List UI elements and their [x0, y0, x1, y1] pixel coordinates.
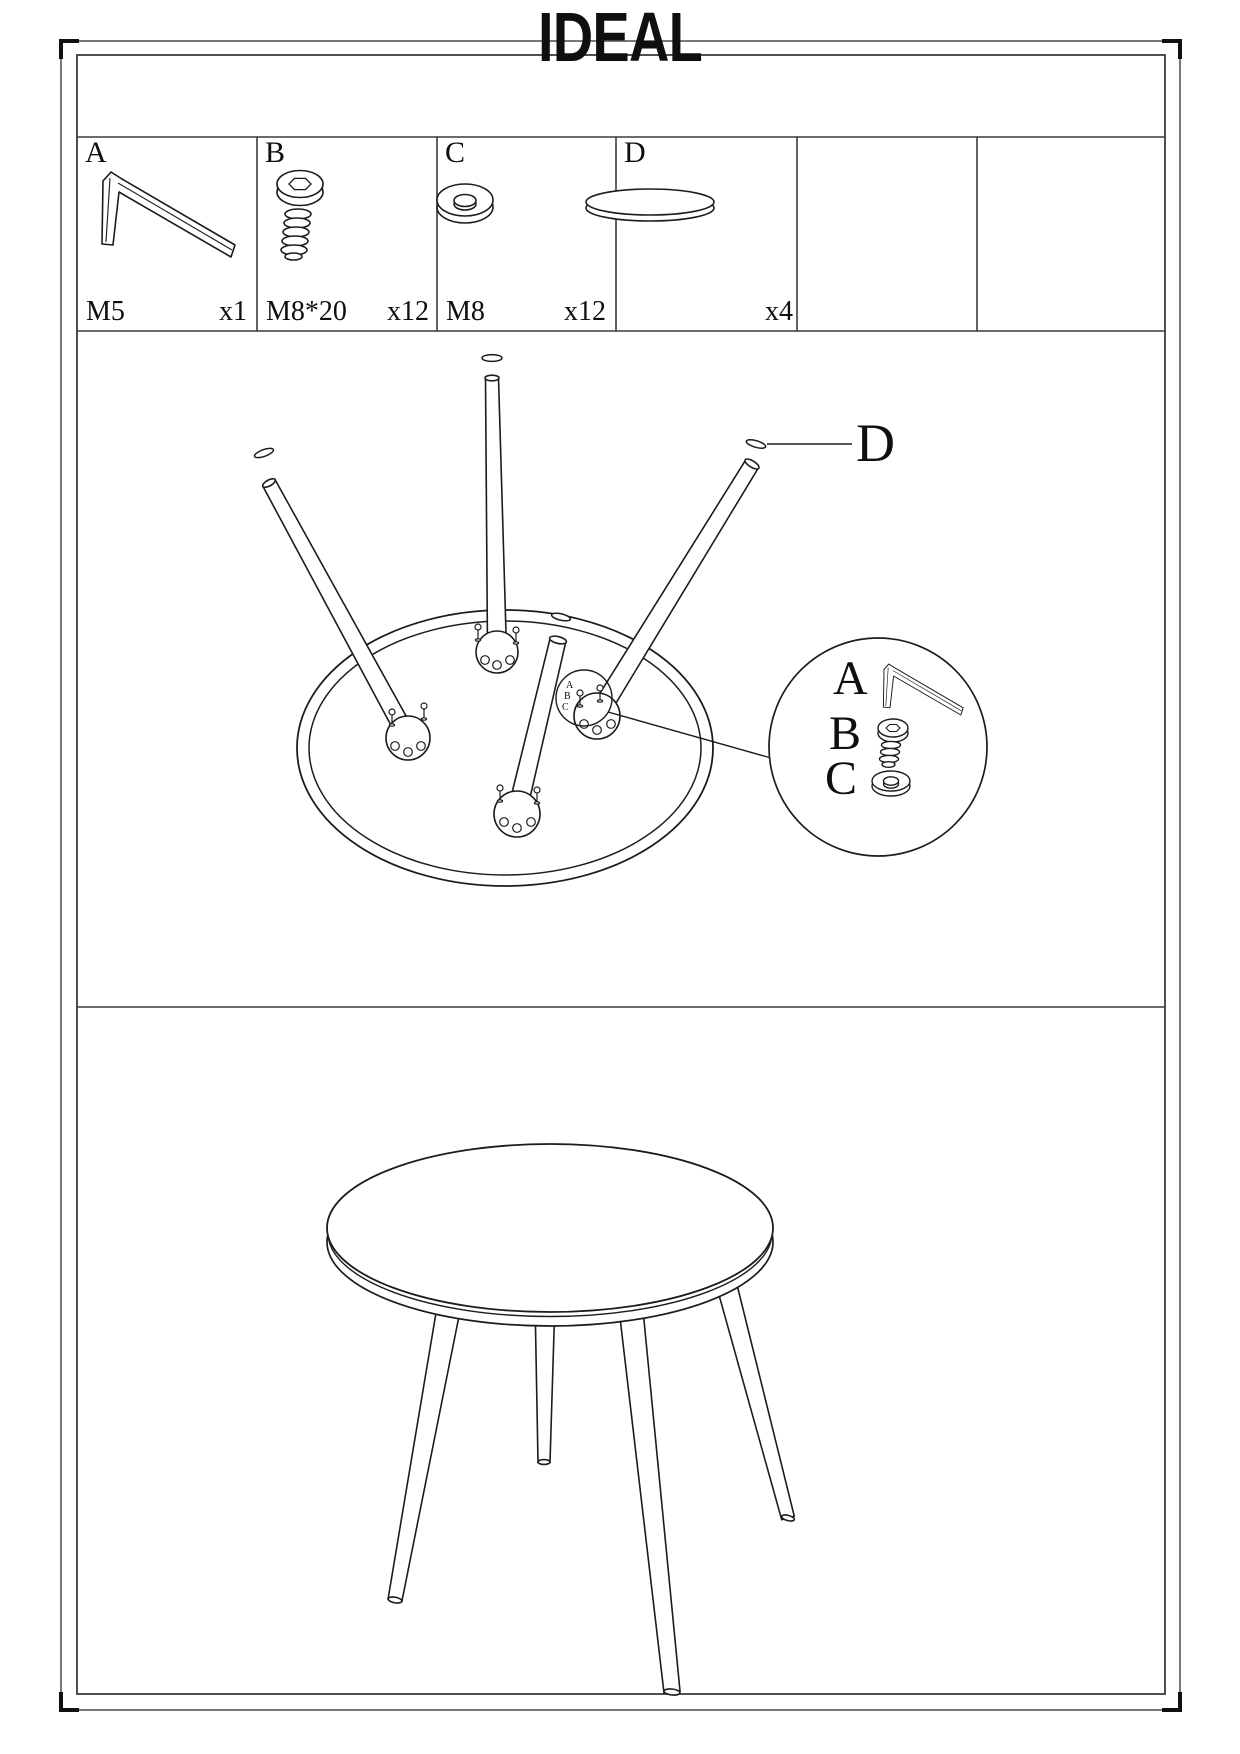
- table-leg: [388, 1288, 464, 1604]
- washer-icon: [437, 184, 493, 223]
- glide-disc-icon: [586, 189, 714, 221]
- page-borders: [61, 41, 1180, 1710]
- part-b-letter: B: [265, 136, 286, 169]
- part-c-qty: x12: [564, 296, 606, 327]
- table-leg: [618, 1299, 680, 1696]
- assembled-view: [327, 1144, 795, 1696]
- table-leg: [485, 375, 507, 650]
- parts-table-grid: [77, 137, 1165, 1007]
- part-c-spec: M8: [446, 296, 485, 327]
- product-title: IDEAL: [538, 0, 702, 76]
- part-d-qty: x4: [765, 296, 793, 327]
- part-b-qty: x12: [387, 296, 429, 327]
- table-leg: [718, 1288, 795, 1523]
- part-b-spec: M8*20: [266, 296, 347, 327]
- plate-mini-label-a: A: [566, 680, 574, 691]
- tabletop: [327, 1144, 773, 1326]
- part-c-letter: C: [445, 136, 466, 169]
- socket-screw-icon: [277, 171, 323, 261]
- detail-circle: [769, 638, 987, 856]
- detail-label-b: B: [829, 707, 862, 760]
- detail-label-a: A: [833, 652, 868, 705]
- part-d-letter: D: [624, 136, 646, 169]
- washer-icon: [872, 771, 910, 796]
- glide-callout-label: D: [856, 413, 895, 473]
- part-a-qty: x1: [219, 296, 247, 327]
- part-a-spec: M5: [86, 296, 125, 327]
- detail-label-c: C: [825, 752, 858, 805]
- plate-mini-label-b: B: [564, 691, 571, 702]
- plate-mini-label-c: C: [562, 702, 569, 713]
- part-a-letter: A: [85, 136, 107, 169]
- allen-key-icon: [102, 172, 235, 257]
